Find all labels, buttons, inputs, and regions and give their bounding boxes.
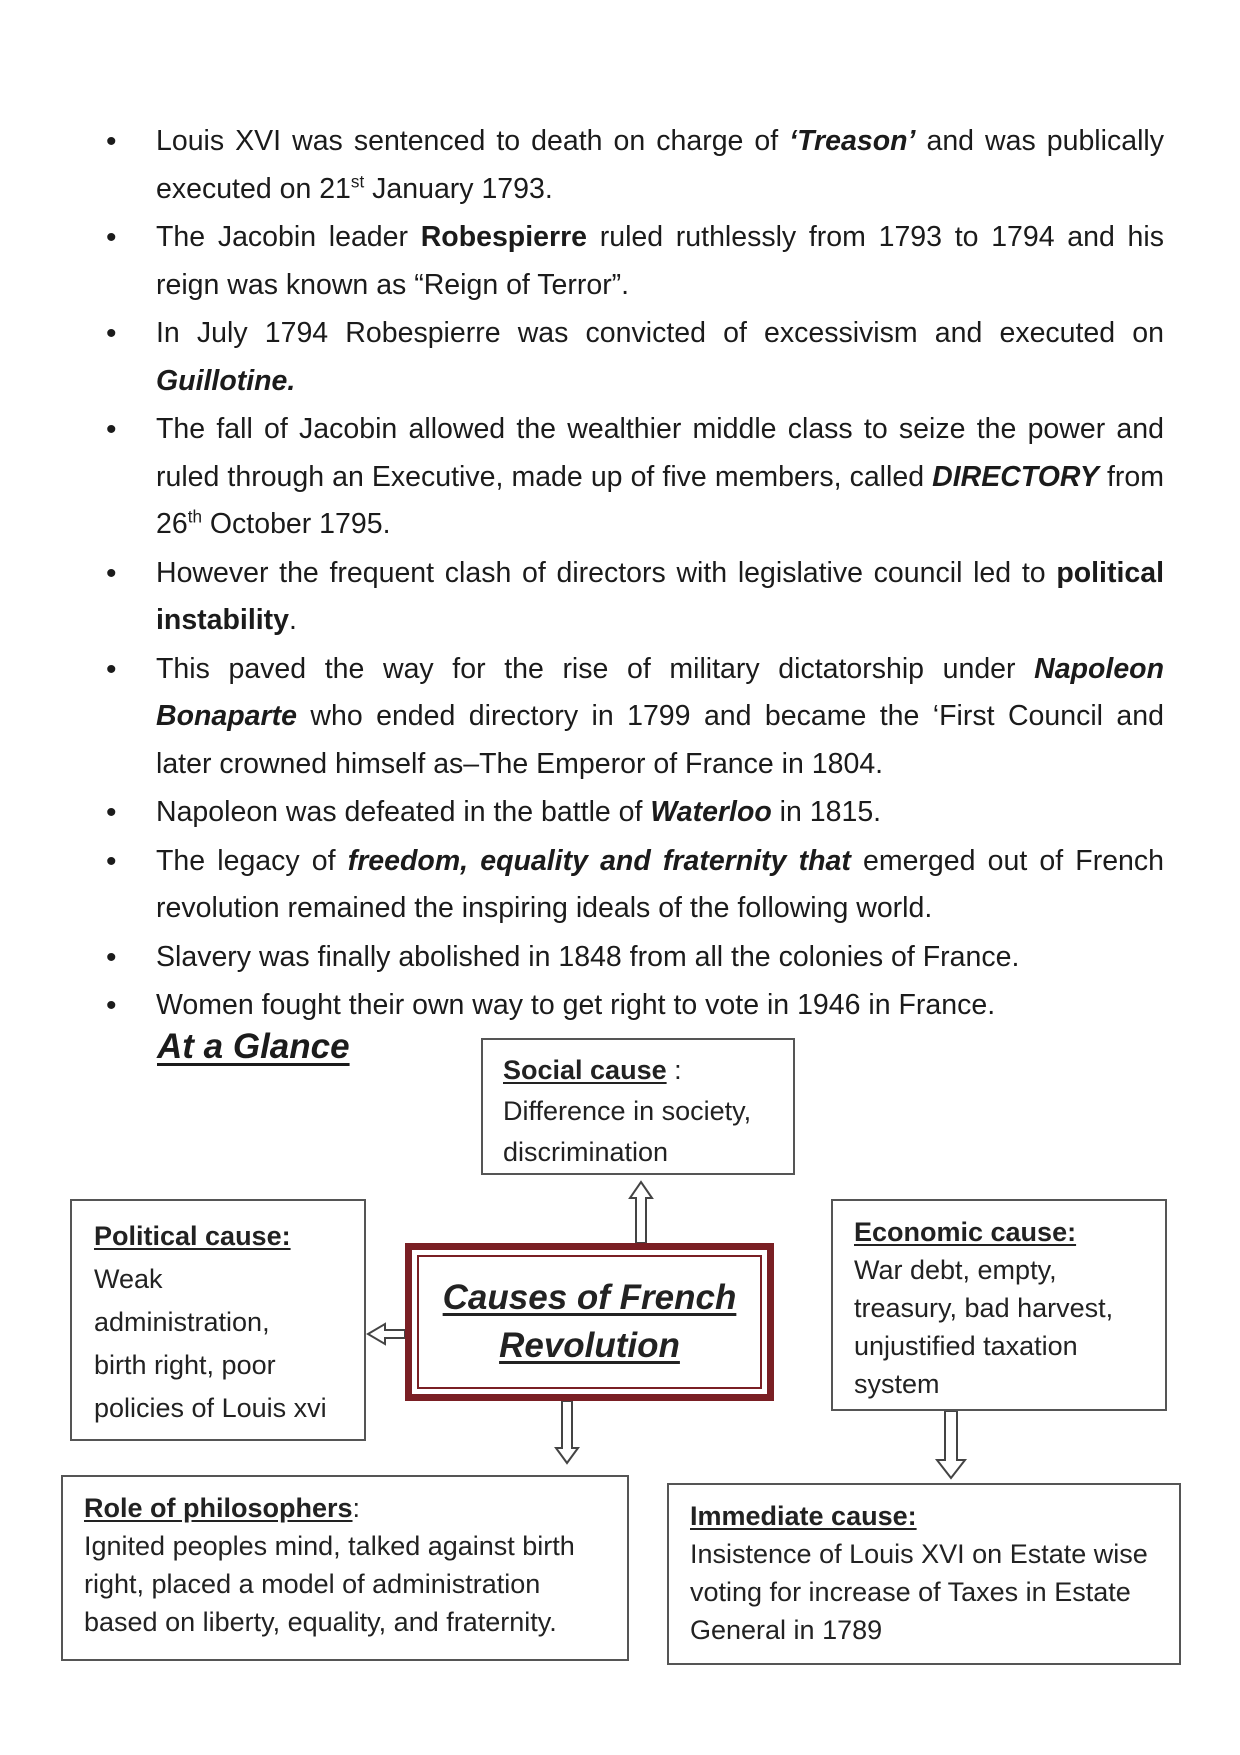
political-cause-line: administration, [94, 1307, 270, 1337]
immediate-cause-line: Insistence of Louis XVI on Estate wise [690, 1539, 1148, 1569]
central-topic-frame [405, 1243, 774, 1401]
bullet-dot: • [106, 413, 117, 446]
emphasis-text: Guillotine. [156, 364, 296, 397]
arrow-to-social [630, 1182, 652, 1243]
central-topic-line: Causes of French [442, 1278, 737, 1317]
bullet-dot: • [106, 940, 117, 974]
arrow-to-immediate [937, 1411, 965, 1478]
bullet-dot: • [106, 796, 117, 829]
bullet-text: . [289, 604, 297, 636]
bullet-text: in 1815. [771, 796, 882, 828]
ordinal-suffix: th [187, 507, 202, 527]
bullet-text: October 1795. [201, 508, 391, 540]
bullet-text: This paved the way for the rise of military dictatorship under [156, 652, 1035, 685]
ordinal-suffix: st [350, 172, 365, 191]
bullet-text: Louis XVI was sentenced to death on charge of [156, 125, 790, 157]
economic-cause-heading: Economic cause: [854, 1217, 1077, 1247]
philosophers-line: right, placed a model of administration [84, 1569, 541, 1599]
political-cause-line: birth right, poor [94, 1350, 276, 1380]
political-cause-box [70, 1199, 366, 1441]
bullet-text: from 26 [156, 460, 1165, 540]
philosophers-line: based on liberty, equality, and fraternity. [84, 1607, 557, 1637]
bullet-dot: • [106, 125, 117, 158]
bullet-text: emerged out of French revolution remained the inspiring ideals of the following world. [156, 844, 1165, 924]
emphasis-text: Napoleon Bonaparte [156, 652, 1164, 732]
bullet-text: ruled ruthlessly from 1793 to 1794 and his reign was known as “Reign of Terror”. [156, 221, 1164, 301]
political-cause-heading: Political cause: [94, 1221, 291, 1251]
emphasis-text: political instability [156, 556, 1164, 636]
economic-cause-line: treasury, bad harvest, [854, 1293, 1114, 1323]
bullet-text: The Jacobin leader [156, 221, 421, 253]
bullet-dot: • [106, 221, 117, 254]
bullet-text: Women fought their own way to get right to vote in 1946 in France. [156, 989, 996, 1021]
emphasis-text: Waterloo [650, 796, 772, 828]
arrow-to-political [368, 1324, 405, 1344]
bullet-text: Slavery was finally abolished in 1848 from all the colonies of France. [156, 940, 1020, 973]
philosophers-heading: Role of philosophers [84, 1493, 353, 1523]
emphasis-text: ‘Treason’ [789, 125, 916, 157]
philosophers-line: Ignited peoples mind, talked against birth [84, 1531, 575, 1561]
immediate-cause-heading: Immediate cause: [690, 1501, 917, 1531]
bullet-text: The legacy of [156, 844, 348, 877]
bullet-text: However the frequent clash of directors with legislative council led to [156, 556, 1057, 589]
economic-cause-line: system [854, 1369, 940, 1399]
bullet-dot: • [106, 556, 117, 590]
central-topic-line: Revolution [499, 1326, 680, 1365]
immediate-cause-line: voting for increase of Taxes in Estate [690, 1577, 1131, 1607]
central-topic [417, 1255, 762, 1389]
bullet-dot: • [106, 652, 117, 686]
bullet-dot: • [106, 317, 117, 350]
social-cause-line: Difference in society, [503, 1096, 752, 1126]
bullet-text: and was publically executed on 21 [156, 125, 1164, 205]
immediate-cause-box [667, 1483, 1181, 1665]
bullet-text: The fall of Jacobin allowed the wealthier middle class to seize the power and ruled through an Executive, made up of five members, called [156, 413, 1164, 493]
economic-cause-line: War debt, empty, [854, 1255, 1057, 1285]
social-cause-heading: Social cause [503, 1055, 667, 1085]
political-cause-line: policies of Louis xvi [94, 1393, 327, 1423]
political-cause-line: Weak [94, 1264, 163, 1294]
social-cause-box [481, 1038, 795, 1175]
bullet-dot: • [106, 844, 117, 878]
economic-cause-line: unjustified taxation [854, 1331, 1078, 1361]
arrow-to-philosophers [556, 1401, 578, 1463]
emphasis-text: DIRECTORY [932, 460, 1099, 493]
social-cause-suffix: : [666, 1055, 682, 1085]
immediate-cause-line: General in 1789 [690, 1615, 883, 1645]
bullet-dot: • [106, 989, 117, 1022]
section-heading: At a Glance [157, 1027, 350, 1066]
emphasis-text: Robespierre [420, 221, 588, 253]
bullet-text: January 1793. [364, 172, 553, 205]
emphasis-text: freedom, equality and fraternity that [347, 844, 851, 877]
bullet-text: who ended directory in 1799 and became the ‘First Council and later crowned himself as–The Emperor of France in 1804. [156, 700, 1164, 780]
bullet-text: Napoleon was defeated in the battle of [156, 796, 651, 828]
philosophers-suffix: : [352, 1493, 361, 1523]
bullet-text: In July 1794 Robespierre was convicted of excessivism and executed on [156, 317, 1164, 349]
social-cause-line: discrimination [503, 1137, 669, 1167]
philosophers-box [61, 1475, 629, 1661]
economic-cause-box [831, 1199, 1167, 1411]
